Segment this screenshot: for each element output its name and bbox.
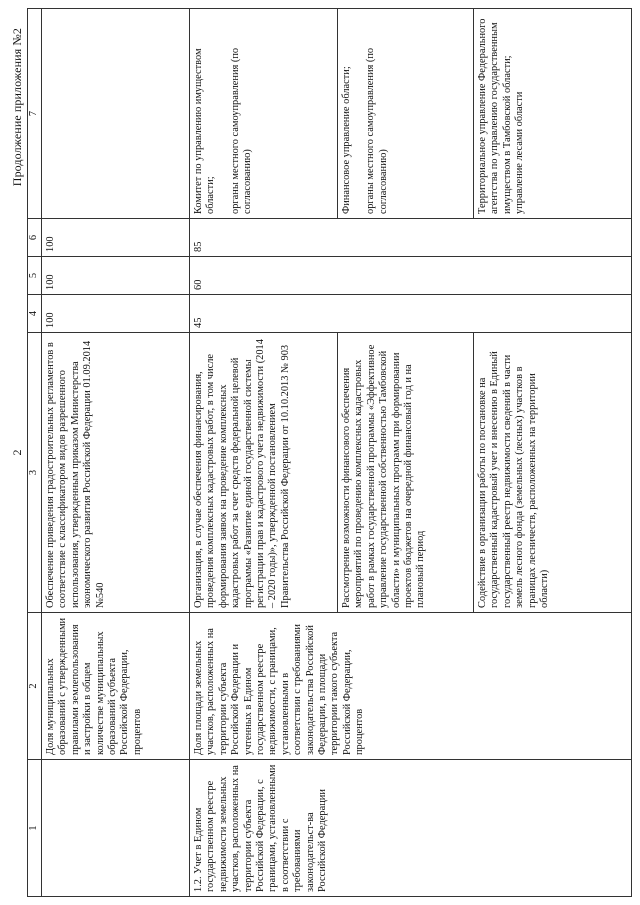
spacer [218, 13, 230, 214]
column-number-row [28, 9, 42, 897]
responsible-line: Комитет по управлению имуществом области; [193, 48, 217, 214]
measure-cell: Обеспечение приведения градостроительных регламентов в соответствие с классификатором видов разрешенного использования, утвержденным приказом Министерства экономического развития Российской Федерации 01.09.2014 №540 [42, 333, 190, 613]
goal-cell: 1.2. Учет в Едином государственном реестре недвижимости земельных участков, расположенных на территории субъекта Российской Федерации, с границами, установленными в соответствии с требованиями законодательст-ва Российской Федерации [190, 760, 632, 897]
value-cell: 85 [190, 219, 632, 257]
column-number: 6 [28, 219, 42, 257]
value-cell: 100 [42, 257, 190, 295]
measures-table [27, 8, 632, 897]
responsible-line: Финансовое управление области; [341, 66, 352, 214]
responsible-line: органы местного самоуправления (по согласованию) [229, 47, 254, 214]
responsible-cell: Территориальное управление Федерального агентства по управлению государственным имуществом в Тамбовской области; управление лесами области [474, 9, 632, 219]
page-number: 2 [10, 449, 24, 456]
measure-cell: Рассмотрение возможности финансового обеспечения мероприятий по проведению комплексных кадастровых работ в рамках государственной программы «Эффективное управление государственной собственностью Тамбовской области» и муниципальных программ при формировании проектов бюджетов на очередной финансовый год и на плановый период [338, 333, 474, 613]
column-number: 4 [28, 295, 42, 333]
measure-cell: Содействие в организации работы по постановке на государственный кадастровый учет и внесению в Единый государственный реестр недвижимости сведений в части земель лесного фонда (земельных (лесных) участков в границах лесничеств, расположенных на территории области) [474, 333, 632, 613]
value-cell: 60 [190, 257, 632, 295]
column-number: 1 [28, 760, 42, 897]
indicator-cell: Доля площади земельных участков, расположенных на территории субъекта Российской Федерации и учтенных в Едином государственном реестре недвижимости, с границами, установленными в соответствии с требованиями законодательства Российской Федерации, в площади территории такого субъекта Российской Федерации, процентов [190, 613, 632, 760]
value-cell: 100 [42, 219, 190, 257]
responsible-cell [42, 9, 190, 219]
table-cell-empty [42, 760, 190, 897]
value-cell: 100 [42, 295, 190, 333]
value-cell: 45 [190, 295, 632, 333]
indicator-cell: Доля муниципальных образований с утвержденными правилами землепользования и застройки в общем количестве муниципальных образований субъекта Российской Федерации, процентов [42, 613, 190, 760]
column-number: 5 [28, 257, 42, 295]
responsible-cell [338, 9, 474, 219]
column-number: 3 [28, 333, 42, 613]
spacer [353, 13, 365, 214]
table-row [190, 9, 338, 897]
continuation-header: Продолжение приложения №2 [10, 28, 24, 187]
column-number: 2 [28, 613, 42, 760]
responsible-line: органы местного самоуправления (по согласованию) [365, 47, 389, 214]
responsible-cell [190, 9, 338, 219]
table-row [42, 9, 190, 897]
measure-cell: Организация, в случае обеспечения финансирования, проведения комплексных кадастровых работ, в том числе формирования заявок на проведение комплексных кадастровых работ за счет средств федеральной целевой программы «Развитие единой государственной системы регистрации прав и кадастрового учета недвижимости (2014 – 2020 годы)», утвержденной постановлением Правительства Российской Федерации от 10.10.2013 № 903 [190, 333, 338, 613]
column-number: 7 [28, 9, 42, 219]
